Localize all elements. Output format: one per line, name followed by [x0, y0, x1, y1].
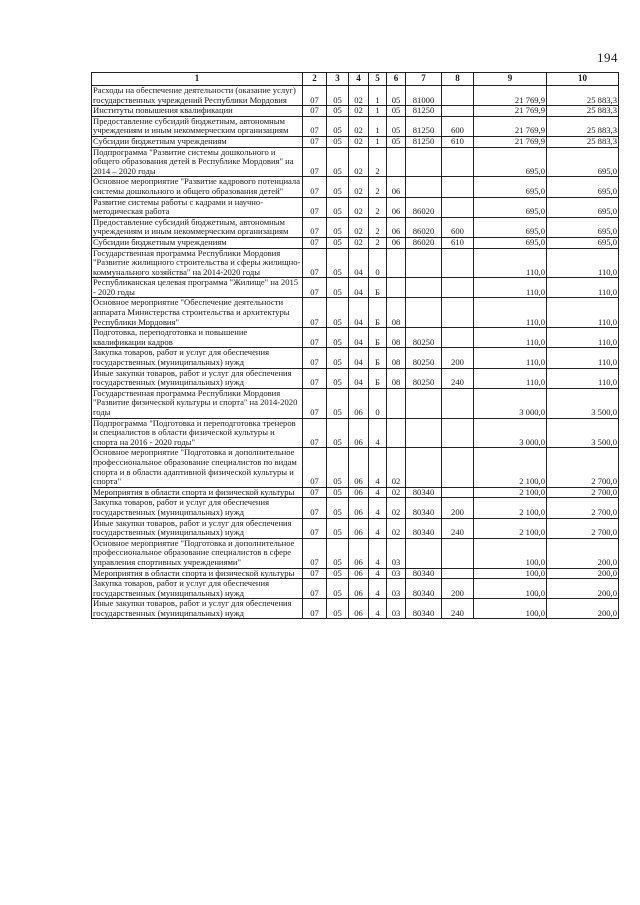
table-row: [92, 197, 619, 217]
amount-year-1: 110,0: [474, 298, 547, 328]
amount-year-2: 695,0: [547, 217, 619, 237]
code-section: 07: [303, 197, 327, 217]
column-header: 1: [92, 73, 303, 86]
code-subprogram: Б: [369, 328, 387, 348]
code-activity: 08: [387, 328, 406, 348]
amount-year-2: 25 883,3: [547, 136, 619, 147]
code-program: 06: [349, 538, 369, 568]
code-activity: [387, 248, 406, 278]
code-section: 07: [303, 278, 327, 298]
code-subprogram: 4: [369, 568, 387, 579]
code-activity: [387, 278, 406, 298]
code-activity: 06: [387, 197, 406, 217]
code-subprogram: 1: [369, 106, 387, 117]
code-section: 07: [303, 116, 327, 136]
row-name: Основное мероприятие "Развитие кадрового потенциала системы дошкольного и общего образования детей": [92, 177, 303, 197]
table-row: [92, 248, 619, 278]
amount-year-2: 110,0: [547, 248, 619, 278]
row-name: Основное мероприятие "Подготовка и дополнительное профессиональное образование специалистов по видам спорта и в области адаптивной физической культуры и спорта": [92, 448, 303, 487]
amount-year-1: 695,0: [474, 197, 547, 217]
code-section: 07: [303, 388, 327, 418]
amount-year-1: 100,0: [474, 599, 547, 619]
row-name: Иные закупки товаров, работ и услуг для обеспечения государственных (муниципальных) нужд: [92, 599, 303, 619]
code-subprogram: 4: [369, 448, 387, 487]
amount-year-2: 25 883,3: [547, 86, 619, 106]
amount-year-1: 110,0: [474, 278, 547, 298]
code-section: 07: [303, 136, 327, 147]
code-expense-type: 600: [442, 116, 474, 136]
column-header: 2: [303, 73, 327, 86]
table-row: [92, 487, 619, 498]
amount-year-2: 2 700,0: [547, 498, 619, 518]
code-expense-type: 240: [442, 599, 474, 619]
amount-year-2: 200,0: [547, 579, 619, 599]
budget-table: [91, 72, 619, 619]
row-name: Мероприятия в области спорта и физической культуры: [92, 568, 303, 579]
code-subsection: 05: [327, 418, 349, 448]
amount-year-1: 3 000,0: [474, 388, 547, 418]
code-direction: [406, 388, 442, 418]
header-row: [92, 73, 619, 86]
code-program: 04: [349, 368, 369, 388]
amount-year-1: 110,0: [474, 368, 547, 388]
code-subprogram: 4: [369, 518, 387, 538]
row-name: Подпрограмма "Подготовка и переподготовка тренеров и специалистов в области физической культуры и спорта на 2016 - 2020 годы": [92, 418, 303, 448]
code-subprogram: 0: [369, 248, 387, 278]
row-name: Предоставление субсидий бюджетным, автономным учреждениям и иным некоммерческим организациям: [92, 217, 303, 237]
code-subsection: 05: [327, 348, 349, 368]
code-program: 02: [349, 177, 369, 197]
code-subprogram: 0: [369, 388, 387, 418]
table-row: [92, 599, 619, 619]
code-program: 02: [349, 106, 369, 117]
amount-year-2: 200,0: [547, 568, 619, 579]
code-direction: 86020: [406, 237, 442, 248]
row-name: Закупка товаров, работ и услуг для обеспечения государственных (муниципальных) нужд: [92, 348, 303, 368]
amount-year-1: 2 100,0: [474, 518, 547, 538]
table-row: [92, 217, 619, 237]
table-row: [92, 177, 619, 197]
code-direction: 80250: [406, 348, 442, 368]
code-subsection: 05: [327, 278, 349, 298]
table-row: [92, 579, 619, 599]
code-program: 04: [349, 328, 369, 348]
column-header: 6: [387, 73, 406, 86]
table-row: [92, 106, 619, 117]
amount-year-2: 3 500,0: [547, 388, 619, 418]
code-subprogram: 4: [369, 579, 387, 599]
code-direction: [406, 177, 442, 197]
table-row: [92, 568, 619, 579]
row-name: Основное мероприятие "Обеспечение деятельности аппарата Министерства строительства и архитектуры Республики Мордовия": [92, 298, 303, 328]
code-subprogram: 2: [369, 237, 387, 248]
code-program: 02: [349, 86, 369, 106]
code-subsection: 05: [327, 177, 349, 197]
row-name: Иные закупки товаров, работ и услуг для обеспечения государственных (муниципальных) нужд: [92, 368, 303, 388]
code-activity: 05: [387, 136, 406, 147]
code-subsection: 05: [327, 498, 349, 518]
code-subprogram: 1: [369, 136, 387, 147]
code-subprogram: 2: [369, 147, 387, 177]
code-direction: [406, 418, 442, 448]
code-direction: 81250: [406, 116, 442, 136]
code-activity: 05: [387, 106, 406, 117]
page-number: 194: [597, 50, 618, 65]
code-activity: 02: [387, 498, 406, 518]
amount-year-1: 21 769,9: [474, 86, 547, 106]
code-program: 02: [349, 217, 369, 237]
code-direction: 80340: [406, 568, 442, 579]
code-subsection: 05: [327, 568, 349, 579]
code-subprogram: 1: [369, 116, 387, 136]
code-subsection: 05: [327, 106, 349, 117]
amount-year-1: 21 769,9: [474, 116, 547, 136]
code-subsection: 05: [327, 388, 349, 418]
code-program: 06: [349, 448, 369, 487]
column-header: 10: [547, 73, 619, 86]
amount-year-1: 100,0: [474, 579, 547, 599]
code-subprogram: Б: [369, 278, 387, 298]
code-expense-type: [442, 278, 474, 298]
row-name: Субсидии бюджетным учреждениям: [92, 136, 303, 147]
row-name: Государственная программа Республики Мордовия "Развитие физической культуры и спорта" на 2014-2020 годы: [92, 388, 303, 418]
code-direction: 80340: [406, 518, 442, 538]
code-program: 02: [349, 136, 369, 147]
code-section: 07: [303, 518, 327, 538]
table-row: [92, 518, 619, 538]
amount-year-1: 100,0: [474, 538, 547, 568]
code-direction: [406, 278, 442, 298]
code-section: 07: [303, 106, 327, 117]
code-section: 07: [303, 418, 327, 448]
code-program: 02: [349, 197, 369, 217]
code-section: 07: [303, 298, 327, 328]
code-direction: 86020: [406, 197, 442, 217]
code-activity: 02: [387, 487, 406, 498]
row-name: Иные закупки товаров, работ и услуг для обеспечения государственных (муниципальных) нужд: [92, 518, 303, 538]
amount-year-1: 110,0: [474, 248, 547, 278]
amount-year-2: 110,0: [547, 328, 619, 348]
code-activity: 06: [387, 217, 406, 237]
code-subprogram: Б: [369, 298, 387, 328]
column-header: 5: [369, 73, 387, 86]
code-section: 07: [303, 599, 327, 619]
code-section: 07: [303, 147, 327, 177]
code-subprogram: 1: [369, 86, 387, 106]
code-section: 07: [303, 217, 327, 237]
code-activity: 03: [387, 538, 406, 568]
code-direction: 80340: [406, 487, 442, 498]
amount-year-1: 695,0: [474, 237, 547, 248]
amount-year-2: 110,0: [547, 298, 619, 328]
code-program: 06: [349, 579, 369, 599]
code-activity: 03: [387, 579, 406, 599]
table-row: [92, 418, 619, 448]
code-section: 07: [303, 86, 327, 106]
code-section: 07: [303, 237, 327, 248]
table-row: [92, 538, 619, 568]
row-name: Государственная программа Республики Мордовия "Развитие жилищного строительства и сферы жилищно-коммунального хозяйства" на 2014-2020 годы: [92, 248, 303, 278]
amount-year-2: 2 700,0: [547, 487, 619, 498]
code-direction: [406, 248, 442, 278]
column-header: 8: [442, 73, 474, 86]
code-subprogram: 4: [369, 599, 387, 619]
code-subsection: 05: [327, 579, 349, 599]
row-name: Субсидии бюджетным учреждениям: [92, 237, 303, 248]
row-name: Развитие системы работы с кадрами и научно-методическая работа: [92, 197, 303, 217]
code-subsection: 05: [327, 86, 349, 106]
code-section: 07: [303, 368, 327, 388]
code-expense-type: [442, 538, 474, 568]
table-row: [92, 147, 619, 177]
table-row: [92, 298, 619, 328]
code-expense-type: 200: [442, 498, 474, 518]
code-direction: [406, 147, 442, 177]
code-expense-type: 600: [442, 217, 474, 237]
column-header: 7: [406, 73, 442, 86]
table-row: [92, 388, 619, 418]
code-subsection: 05: [327, 237, 349, 248]
code-program: 06: [349, 568, 369, 579]
code-section: 07: [303, 448, 327, 487]
amount-year-2: 695,0: [547, 147, 619, 177]
code-program: 06: [349, 599, 369, 619]
code-subsection: 05: [327, 368, 349, 388]
code-direction: 80340: [406, 498, 442, 518]
row-name: Подпрограмма "Развитие системы дошкольного и общего образования детей в Республике Мордовия" на 2014 – 2020 годы: [92, 147, 303, 177]
code-section: 07: [303, 498, 327, 518]
code-activity: 08: [387, 368, 406, 388]
code-activity: 08: [387, 298, 406, 328]
code-direction: 86020: [406, 217, 442, 237]
amount-year-2: 3 500,0: [547, 418, 619, 448]
code-activity: 06: [387, 177, 406, 197]
code-expense-type: [442, 568, 474, 579]
code-program: 06: [349, 418, 369, 448]
code-expense-type: 610: [442, 136, 474, 147]
amount-year-2: 695,0: [547, 237, 619, 248]
row-name: Основное мероприятие "Подготовка и дополнительное профессиональное образование специалистов в сфере управления спортивных учреждениями": [92, 538, 303, 568]
row-name: Институты повышения квалификации: [92, 106, 303, 117]
code-expense-type: [442, 448, 474, 487]
code-expense-type: 200: [442, 579, 474, 599]
code-expense-type: 610: [442, 237, 474, 248]
code-subsection: 05: [327, 116, 349, 136]
code-subsection: 05: [327, 197, 349, 217]
amount-year-2: 25 883,3: [547, 106, 619, 117]
amount-year-2: 2 700,0: [547, 518, 619, 538]
code-section: 07: [303, 487, 327, 498]
code-subsection: 05: [327, 487, 349, 498]
row-name: Закупка товаров, работ и услуг для обеспечения государственных (муниципальных) нужд: [92, 498, 303, 518]
code-expense-type: 200: [442, 348, 474, 368]
amount-year-1: 100,0: [474, 568, 547, 579]
amount-year-1: 21 769,9: [474, 106, 547, 117]
code-direction: 80250: [406, 328, 442, 348]
code-program: 04: [349, 298, 369, 328]
row-name: Расходы на обеспечение деятельности (оказание услуг) государственных учреждений Республики Мордовия: [92, 86, 303, 106]
code-direction: [406, 538, 442, 568]
row-name: Предоставление субсидий бюджетным, автономным учреждениям и иным некоммерческим организациям: [92, 116, 303, 136]
row-name: Республиканская целевая программа "Жилище" на 2015 - 2020 годы: [92, 278, 303, 298]
code-subsection: 05: [327, 538, 349, 568]
amount-year-1: 695,0: [474, 147, 547, 177]
code-subprogram: Б: [369, 348, 387, 368]
code-activity: 05: [387, 116, 406, 136]
code-subprogram: 4: [369, 487, 387, 498]
table-row: [92, 448, 619, 487]
code-direction: 80340: [406, 579, 442, 599]
code-section: 07: [303, 568, 327, 579]
code-expense-type: [442, 418, 474, 448]
code-activity: 03: [387, 599, 406, 619]
row-name: Закупка товаров, работ и услуг для обеспечения государственных (муниципальных) нужд: [92, 579, 303, 599]
row-name: Подготовка, переподготовка и повышение квалификации кадров: [92, 328, 303, 348]
code-activity: [387, 418, 406, 448]
code-subsection: 05: [327, 147, 349, 177]
code-subsection: 05: [327, 136, 349, 147]
code-section: 07: [303, 579, 327, 599]
amount-year-1: 2 100,0: [474, 498, 547, 518]
code-direction: 81250: [406, 106, 442, 117]
code-section: 07: [303, 328, 327, 348]
table-row: [92, 368, 619, 388]
amount-year-1: 2 100,0: [474, 487, 547, 498]
code-section: 07: [303, 538, 327, 568]
table-row: [92, 328, 619, 348]
column-header: 3: [327, 73, 349, 86]
table-row: [92, 278, 619, 298]
column-header: 4: [349, 73, 369, 86]
amount-year-2: 110,0: [547, 348, 619, 368]
code-activity: 02: [387, 448, 406, 487]
code-expense-type: [442, 147, 474, 177]
code-direction: 80250: [406, 368, 442, 388]
table-body: [92, 86, 619, 619]
code-direction: [406, 298, 442, 328]
amount-year-1: 3 000,0: [474, 418, 547, 448]
code-subprogram: 4: [369, 418, 387, 448]
code-program: 02: [349, 116, 369, 136]
code-section: 07: [303, 348, 327, 368]
code-subprogram: 4: [369, 538, 387, 568]
code-subsection: 05: [327, 328, 349, 348]
code-expense-type: 240: [442, 368, 474, 388]
code-program: 06: [349, 487, 369, 498]
code-direction: [406, 448, 442, 487]
amount-year-1: 21 769,9: [474, 136, 547, 147]
code-subprogram: 2: [369, 177, 387, 197]
code-direction: 81250: [406, 136, 442, 147]
code-program: 02: [349, 147, 369, 177]
table-row: [92, 86, 619, 106]
amount-year-2: 200,0: [547, 599, 619, 619]
table-row: [92, 136, 619, 147]
code-program: 06: [349, 498, 369, 518]
amount-year-2: 695,0: [547, 197, 619, 217]
amount-year-2: 110,0: [547, 368, 619, 388]
code-expense-type: [442, 86, 474, 106]
code-activity: 05: [387, 86, 406, 106]
table-row: [92, 237, 619, 248]
code-expense-type: [442, 197, 474, 217]
code-activity: [387, 147, 406, 177]
amount-year-2: 695,0: [547, 177, 619, 197]
code-program: 04: [349, 248, 369, 278]
code-expense-type: [442, 248, 474, 278]
code-activity: 08: [387, 348, 406, 368]
code-direction: 81000: [406, 86, 442, 106]
code-section: 07: [303, 248, 327, 278]
code-subprogram: 2: [369, 217, 387, 237]
code-expense-type: [442, 388, 474, 418]
amount-year-2: 2 700,0: [547, 448, 619, 487]
code-activity: 06: [387, 237, 406, 248]
code-activity: [387, 388, 406, 418]
table-row: [92, 116, 619, 136]
code-subsection: 05: [327, 248, 349, 278]
amount-year-2: 25 883,3: [547, 116, 619, 136]
amount-year-1: 110,0: [474, 328, 547, 348]
amount-year-1: 695,0: [474, 177, 547, 197]
code-program: 06: [349, 518, 369, 538]
code-subsection: 05: [327, 217, 349, 237]
code-activity: 03: [387, 568, 406, 579]
code-direction: 80340: [406, 599, 442, 619]
code-subsection: 05: [327, 298, 349, 328]
code-subsection: 05: [327, 448, 349, 487]
code-subprogram: 2: [369, 197, 387, 217]
code-program: 04: [349, 278, 369, 298]
amount-year-1: 2 100,0: [474, 448, 547, 487]
code-expense-type: [442, 298, 474, 328]
table-row: [92, 348, 619, 368]
code-subsection: 05: [327, 599, 349, 619]
code-program: 04: [349, 348, 369, 368]
code-expense-type: 240: [442, 518, 474, 538]
code-section: 07: [303, 177, 327, 197]
code-expense-type: [442, 487, 474, 498]
code-expense-type: [442, 328, 474, 348]
amount-year-1: 695,0: [474, 217, 547, 237]
code-expense-type: [442, 177, 474, 197]
code-subsection: 05: [327, 518, 349, 538]
code-expense-type: [442, 106, 474, 117]
column-header: 9: [474, 73, 547, 86]
table-row: [92, 498, 619, 518]
code-subprogram: 4: [369, 498, 387, 518]
amount-year-2: 200,0: [547, 538, 619, 568]
amount-year-2: 110,0: [547, 278, 619, 298]
code-program: 06: [349, 388, 369, 418]
row-name: Мероприятия в области спорта и физической культуры: [92, 487, 303, 498]
code-subprogram: Б: [369, 368, 387, 388]
amount-year-1: 110,0: [474, 348, 547, 368]
code-activity: 02: [387, 518, 406, 538]
code-program: 02: [349, 237, 369, 248]
